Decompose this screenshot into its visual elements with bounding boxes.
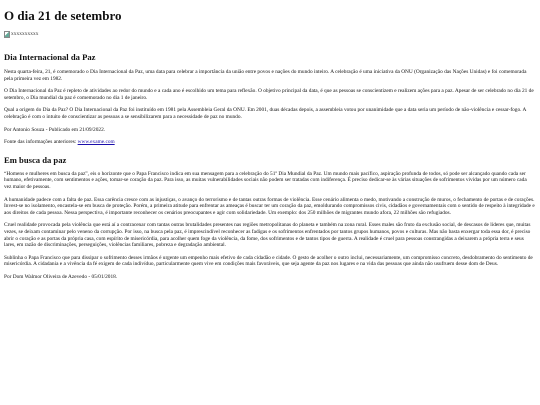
source-prefix: Fonte das informações anteriores: — [4, 139, 78, 146]
author-line: Por Dom Walmor Oliveira de Azevedo - 05/01/2018. — [4, 273, 118, 280]
broken-image — [4, 30, 535, 38]
image-alt-text: xxxxxxxxxx — [11, 31, 39, 37]
broken-image-icon — [4, 31, 10, 38]
paragraph: Nesta quarta-feira, 21, é comemorado o Dia Internacional da Paz, uma data para celebrar a importância da união entre povos e nações do mundo inteiro. A celebração é uma iniciativa da ONU (Organização das Nações Unidas) e foi comemorada pela primeira vez em 1982. — [4, 69, 527, 82]
paragraph: “Homens e mulheres em busca da paz”, eis o horizonte que o Papa Francisco indica em sua mensagem para a celebração do 51º Dia Mundial da Paz. Um mundo mais pacífico, aspiração profunda de todos, só pode ser alcançado quando cada ser humano, efetivamente, com sentimentos e ações, tomar-se coração da paz. Para isso, as muitas vulnerabilidades sociais não podem ser tratadas com indiferença. É preciso dedicar-se às várias situações de sofrimentos vividas por um número cada vez maior de pessoas. — [4, 170, 527, 190]
source-link[interactable]: www.exame.com — [77, 139, 115, 146]
paragraph: A humanidade padece com a falta de paz. Essa carência cresce com as injustiças, o avanço do terrorismo e de tantas outras formas de violência. Esse cenário alimenta o medo, motivando a construção de muros, o fechamento de portas e de corações. Invest-se no isolamento, encastela-se em busca de proteção. Porém, a primeira atitude para enfrentar as ameaças é buscar ter um coração da paz, emoldurando compromissos civis, cidadãos e governamentais com o sentido de respeito à integridade e aos direitos de cada pessoa. Nessa perspectiva, é importante reconhecer os cenários preocupantes e agir com solidariedade. Um exemplo: dos 250 milhões de migrantes mundo afora, 22 milhões são refugiados. — [4, 196, 535, 216]
paragraph: O Dia Internacional da Paz é repleto de atividades ao redor do mundo e a cada ano é escolhido um tema para reflexão. O objetivo principal da data, é que as pessoas se conscientizem e realizem ações para a paz. Apesar de ser celebrado no dia 21 de setembro, o Dia mundial da paz é comemorado no dia 1 de janeiro. — [4, 88, 534, 101]
paragraph: Qual a origem do Dia da Paz? O Dia Internacional da Paz foi instituído em 1981 pela Assembleia Geral da ONU. Em 2001, duas décadas depois, a assembleia votou por unanimidade que a data seria um período de não-violência e cessar-fogo. A celebração é com o intuito de conscientizar as pessoas a se sensibilizarem para a necessidade de paz no mundo. — [4, 107, 527, 120]
paragraph: Cruel realidade provocada pela violência que está aí a contracenar com tantas outras brutalidades presentes nas regiões metropolitanas do planeta e também na zona rural. Esses males são fruto da exclusão social, de descasos de líderes que, muitas vezes, se deixam contaminar pelo veneno da corrupção. Por isso, na busca pela paz, é imprescindível reconhecer as fadigas e os sofrimentos enfrentados por tantos grupos humanos, povos e culturas. Mas não basta enxergar toda essa dor, é preciso abrir o coração e as portas da própria casa, com espírito de misericórdia, para acolher quem foge da violência, da fome, dos sofrimentos e de tantos tipos de guerra. A realidade é cruel para pessoas constrangidas a deixarem a própria terra e seus lares, em razão de discriminações, perseguições, violências familiares, pobreza e degradação ambiental. — [4, 222, 531, 249]
page-title: O dia 21 de setembro — [4, 8, 122, 23]
author-line: Por Antonio Souza - Publicado em 21/09/2022. — [4, 126, 106, 133]
source-line — [4, 139, 535, 146]
section-heading-peace-day: Dia Internacional da Paz — [4, 52, 96, 62]
paragraph: Sublinha o Papa Francisco que para dissipar o sofrimento desses irmãos é urgente um empenho mais efetivo de cada cidadão e cidade. O gesto de acolher o outro inclui, necessariamente, um compromisso concreto, desdobramento do sentimento de misericórdia. A cidadania e a vivência da fé exigem de cada indivíduo, particularmente quem vive em condições mais favoráveis, que seja agente da paz nos lugares e na vida das pessoas que ainda não usufruem desse dom de Deus. — [4, 254, 533, 268]
section-heading-search-peace: Em busca da paz — [4, 154, 67, 165]
